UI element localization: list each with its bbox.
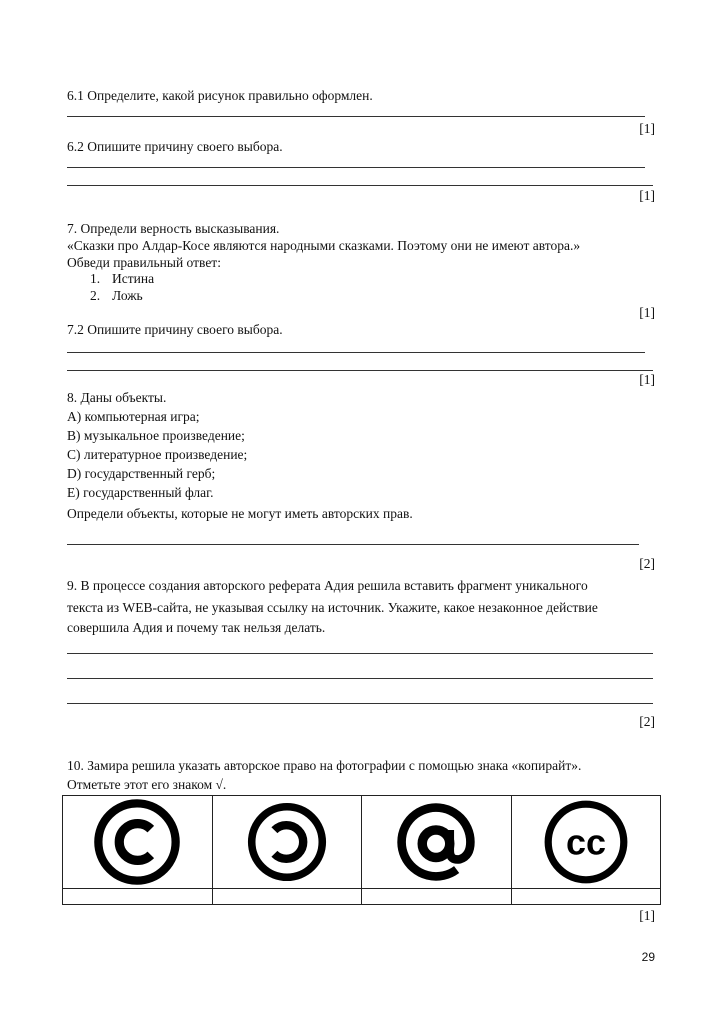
answer-line[interactable] (67, 185, 653, 186)
q10-score: [1] (639, 908, 655, 923)
page-number: 29 (641, 950, 655, 964)
symbol-cell (362, 796, 512, 889)
symbols-table (62, 795, 661, 905)
q8-item: B) музыкальное произведение; (67, 428, 245, 443)
q8-item: A) компьютерная игра; (67, 409, 200, 424)
answer-line[interactable] (67, 116, 645, 117)
q8-item: E) государственный флаг. (67, 485, 214, 500)
symbol-cell (511, 796, 661, 889)
q6-2-score: [1] (639, 188, 655, 203)
option-number: 2. (90, 288, 101, 303)
q7-2-score: [1] (639, 372, 655, 387)
q7-option-1[interactable] (90, 271, 154, 287)
q7-2-text: 7.2 Опишите причину своего выбора. (67, 322, 283, 337)
answer-line[interactable] (67, 703, 653, 704)
q6-1-score: [1] (639, 121, 655, 136)
q7-score: [1] (639, 305, 655, 320)
check-cell[interactable] (63, 889, 213, 905)
copyleft-icon (245, 800, 329, 884)
copyright-icon (91, 796, 183, 888)
q8-item: C) литературное произведение; (67, 447, 248, 462)
symbol-cell (212, 796, 362, 889)
q10-line: 10. Замира решила указать авторское право на фотографии с помощью знака «копирайт». (67, 758, 582, 773)
q7-instruction: Обведи правильный ответ: (67, 255, 221, 270)
q9-score: [2] (639, 714, 655, 729)
answer-line[interactable] (67, 370, 653, 371)
q7-title: 7. Определи верность высказывания. (67, 221, 280, 236)
answer-line[interactable] (67, 544, 639, 545)
option-label: Ложь (112, 288, 143, 303)
q10-line: Отметьте этот его знаком √. (67, 777, 227, 792)
q9-line: совершила Адия и почему так нельзя делать. (67, 620, 326, 635)
q8-item: D) государственный герб; (67, 466, 216, 481)
symbols-row (63, 796, 661, 889)
q6-1-text: 6.1 Определите, какой рисунок правильно оформлен. (67, 88, 373, 103)
at-sign-icon (393, 799, 479, 885)
q8-score: [2] (639, 556, 655, 571)
answer-line[interactable] (67, 653, 653, 654)
option-label: Истина (112, 271, 155, 286)
q7-option-2[interactable] (90, 288, 143, 304)
q7-statement: «Сказки про Алдар-Косе являются народными сказками. Поэтому они не имеют автора.» (67, 238, 581, 253)
answer-line[interactable] (67, 167, 645, 168)
answer-line[interactable] (67, 352, 645, 353)
creative-commons-icon (541, 797, 631, 887)
check-cell[interactable] (362, 889, 512, 905)
q6-2-text: 6.2 Опишите причину своего выбора. (67, 139, 283, 154)
q8-instruction: Определи объекты, которые не могут иметь авторских прав. (67, 506, 413, 521)
symbol-cell (63, 796, 213, 889)
option-number: 1. (90, 271, 101, 286)
answer-line[interactable] (67, 678, 653, 679)
checkbox-row (63, 889, 661, 905)
q8-title: 8. Даны объекты. (67, 390, 167, 405)
check-cell[interactable] (212, 889, 362, 905)
q9-line: 9. В процессе создания авторского реферата Адия решила вставить фрагмент уникального (67, 578, 588, 593)
check-cell[interactable] (511, 889, 661, 905)
q9-line: текста из WEB-сайта, не указывая ссылку на источник. Укажите, какое незаконное действие (67, 600, 598, 615)
cc-label: cc (565, 821, 606, 863)
